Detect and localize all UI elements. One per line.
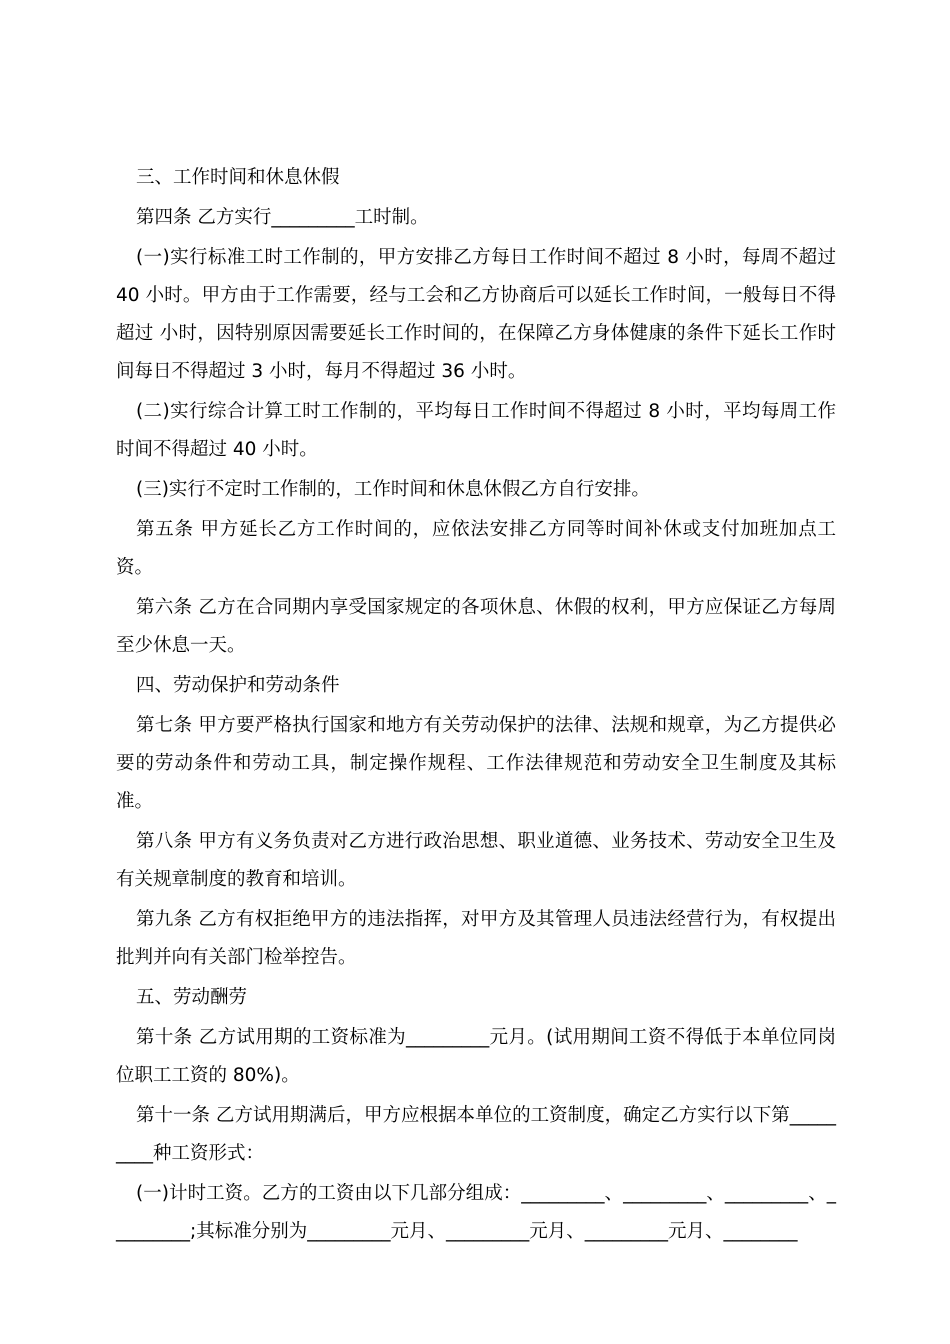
article-4-item-3: (三)实行不定时工作制的，工作时间和休息休假乙方自行安排。 [136, 479, 650, 500]
article-6: 第六条 乙方在合同期内享受国家规定的各项休息、休假的权利，甲方应保证乙方每周至少休息一天。 [116, 597, 836, 656]
article-4-item-1: (一)实行标准工时工作制的，甲方安排乙方每日工作时间不超过 8 小时，每周不超过 40 小时。甲方由于工作需要，经与工会和乙方协商后可以延长工作时间，一般每日不得超过 小时，因特别原因需要延长工作时间的，在保障乙方身体健康的条件下延长工作时间每日不得超过 3 小时，每月不得超过 36 小时。 [116, 247, 836, 382]
article-11: 第十一条 乙方试用期满后，甲方应根据本单位的工资制度，确定乙方实行以下第_________种工资形式： [116, 1105, 836, 1164]
section-heading-working-hours: 三、工作时间和休息休假 [136, 167, 340, 188]
article-11-item-1: (一)计时工资。乙方的工资由以下几部分组成：_________、_________、_________、_________;其标准分别为_________元月、_________元月、_________元月、________ [116, 1183, 836, 1242]
article-5: 第五条 甲方延长乙方工作时间的，应依法安排乙方同等时间补休或支付加班加点工资。 [116, 519, 836, 578]
section-heading-labor-protection: 四、劳动保护和劳动条件 [136, 675, 340, 696]
article-7: 第七条 甲方要严格执行国家和地方有关劳动保护的法律、法规和规章，为乙方提供必要的劳动条件和劳动工具，制定操作规程、工作法律规范和劳动安全卫生制度及其标准。 [116, 715, 836, 812]
article-4: 第四条 乙方实行_________工时制。 [136, 207, 429, 228]
article-8: 第八条 甲方有义务负责对乙方进行政治思想、职业道德、业务技术、劳动安全卫生及有关规章制度的教育和培训。 [116, 831, 836, 890]
document-body [116, 159, 836, 1253]
article-4-item-2: (二)实行综合计算工时工作制的，平均每日工作时间不得超过 8 小时，平均每周工作时间不得超过 40 小时。 [116, 401, 836, 460]
article-10: 第十条 乙方试用期的工资标准为_________元月。(试用期间工资不得低于本单位同岗位职工工资的 80%)。 [116, 1027, 836, 1086]
article-9: 第九条 乙方有权拒绝甲方的违法指挥，对甲方及其管理人员违法经营行为，有权提出批判并向有关部门检举控告。 [116, 909, 836, 968]
section-heading-remuneration: 五、劳动酬劳 [136, 987, 248, 1008]
